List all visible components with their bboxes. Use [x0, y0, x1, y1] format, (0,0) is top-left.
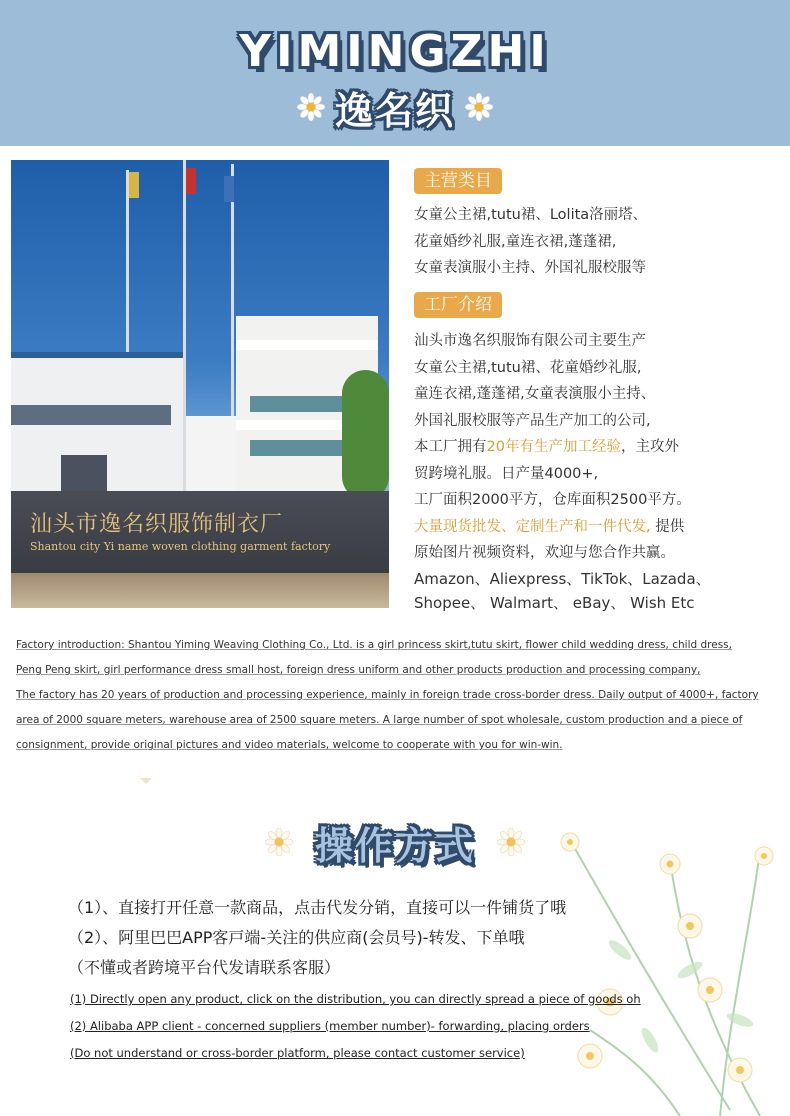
operation-step-en: (1) Directly open any product, click on the distribution, you can directly spread a piece of goods oh	[70, 992, 641, 1006]
ground	[11, 573, 389, 608]
main-categories-label: 主营类目	[414, 168, 502, 194]
brand-name-cn: 逸名织	[334, 88, 455, 133]
main-categories-text	[414, 202, 784, 282]
intro-text: 提供	[650, 518, 685, 535]
building-roof	[11, 352, 183, 358]
category-line: 花童婚纱礼服,童连衣裙,蓬蓬裙,	[414, 233, 617, 250]
divider-arrow	[140, 778, 152, 784]
english-intro	[16, 634, 778, 759]
operation-note-en: (Do not understand or cross-border platform, please contact customer service)	[70, 1046, 525, 1060]
english-intro-line: area of 2000 square meters, warehouse area of 2500 square meters. A large number of spot wholesale, custom production and a piece of	[16, 714, 743, 726]
operation-step-en: (2) Alibaba APP client - concerned suppliers (member number)- forwarding, placing orders	[70, 1019, 590, 1033]
category-line: 女童表演服小主持、外国礼服校服等	[414, 260, 646, 276]
tree	[342, 370, 389, 500]
intro-text: 本工厂拥有	[414, 439, 487, 455]
operation-step-cn: （1）、直接打开任意一款商品，点击代发分销，直接可以一件铺货了哦	[68, 898, 567, 917]
english-intro-line: The factory has 20 years of production and processing experience, mainly in foreign trade cross-border dress. Daily output of 4000+, factory	[16, 689, 759, 701]
intro-highlight: 大量现货批发、定制生产和一件代发,	[414, 518, 651, 535]
brand-name-en: YIMINGZHI	[239, 26, 551, 77]
brand-name-row	[0, 84, 790, 133]
factory-intro-label: 工厂介绍	[414, 292, 502, 318]
intro-line: 女童公主裙,tutu裙、花童婚纱礼服,	[414, 359, 642, 376]
header-banner	[0, 0, 790, 146]
daisy-icon	[297, 93, 325, 121]
intro-line: 原始图片视频资料，欢迎与您合作共赢。	[414, 545, 675, 561]
factory-intro-text	[414, 328, 784, 615]
intro-line: 汕头市逸名织服饰有限公司主要生产	[414, 333, 646, 349]
english-intro-line: consignment, provide original pictures and video materials, welcome to cooperate with you for win-win.	[16, 739, 563, 751]
english-intro-line: Peng Peng skirt, girl performance dress small host, foreign dress uniform and other products production and processing company,	[16, 664, 701, 676]
intro-line	[414, 514, 784, 541]
platforms-line: Shopee、 Walmart、 eBay、 Wish Etc	[414, 593, 695, 612]
intro-line: 工厂面积2000平方，仓库面积2500平方。	[414, 492, 691, 508]
intro-highlight: 20年有生产加工经验	[486, 439, 621, 455]
operation-step-cn: （2）、阿里巴巴APP客戸端-关注的供应商(会员号)-转发、下单哦	[68, 928, 525, 947]
english-intro-line: Factory introduction: Shantou Yiming Weaving Clothing Co., Ltd. is a girl princess skirt,tutu skirt, flower child wedding dress, child dress,	[16, 639, 732, 651]
operation-title: 操作方式	[314, 823, 475, 868]
factory-sign-cn: 汕头市逸名织服饰制衣厂	[30, 512, 284, 537]
intro-line: 贸跨境礼服。日产量4000+,	[414, 465, 599, 482]
daisy-icon	[497, 828, 525, 856]
category-line: 女童公主裙,tutu裙、Lolita洛丽塔、	[414, 207, 648, 223]
intro-line: 外国礼服校服等产品生产加工的公司,	[414, 412, 651, 429]
intro-line: 童连衣裙,蓬蓬裙,女童表演服小主持、	[414, 386, 656, 402]
flower-decoration-icon	[530, 830, 790, 1116]
factory-sign-en: Shantou city Yi name woven clothing garment factory	[30, 540, 331, 553]
intro-text: ，主攻外	[620, 439, 679, 455]
daisy-icon	[265, 828, 293, 856]
intro-line	[414, 434, 784, 461]
operation-title-row	[0, 814, 790, 870]
operation-note-cn: （不懂或者跨境平台代发请联系客服）	[68, 958, 341, 977]
platforms-line: Amazon、Aliexpress、TikTok、Lazada、	[414, 569, 711, 588]
building-band	[236, 340, 378, 350]
building-windows	[11, 405, 171, 425]
daisy-icon	[465, 93, 493, 121]
